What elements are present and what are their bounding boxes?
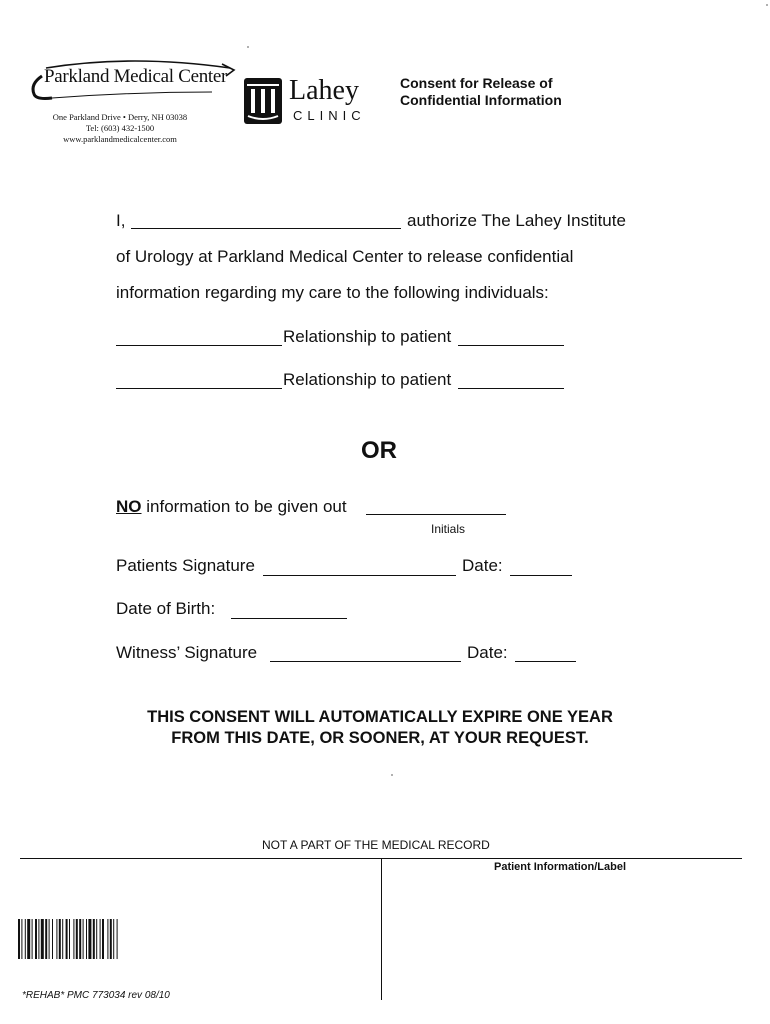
- patient-date-field[interactable]: [510, 575, 572, 576]
- barcode-bar: [21, 919, 22, 959]
- patient-signature-label: Patients Signature: [116, 556, 255, 575]
- barcode-bar: [83, 919, 84, 959]
- barcode-bar: [56, 919, 57, 959]
- recipient-1-relationship-field[interactable]: [458, 345, 564, 346]
- expiry-line-2: FROM THIS DATE, OR SOONER, AT YOUR REQUEST.: [171, 729, 589, 747]
- barcode-bar: [35, 919, 37, 959]
- barcode-bar: [93, 919, 95, 959]
- parkland-phone: Tel: (603) 432-1500: [85, 123, 155, 133]
- barcode-bar: [76, 919, 78, 959]
- recipient-1-name-field[interactable]: [116, 345, 282, 346]
- or-separator: OR: [361, 437, 397, 464]
- patient-name-field[interactable]: [131, 228, 401, 229]
- no-info-statement: [116, 497, 347, 517]
- barcode-bar: [27, 919, 30, 959]
- barcode-bar: [49, 919, 50, 959]
- title-line-2: Confidential Information: [400, 92, 562, 108]
- intro-line-3: information regarding my care to the following individuals:: [116, 283, 549, 302]
- patient-signature-field[interactable]: [263, 575, 456, 576]
- barcode-bar: [25, 919, 26, 959]
- not-part-of-record: NOT A PART OF THE MEDICAL RECORD: [262, 838, 490, 852]
- parkland-address: One Parkland Drive • Derry, NH 03038: [52, 112, 188, 122]
- barcode-bar: [113, 919, 114, 959]
- barcode-image: [18, 919, 160, 959]
- initials-field[interactable]: [366, 514, 506, 515]
- barcode-bar: [117, 919, 118, 959]
- barcode-bar: [102, 919, 104, 959]
- parkland-website: www.parklandmedicalcenter.com: [63, 134, 177, 144]
- barcode-bar: [32, 919, 33, 959]
- intro-suffix: authorize The Lahey Institute: [407, 211, 626, 230]
- barcode-bar: [110, 919, 112, 959]
- no-word: NO: [116, 497, 142, 516]
- barcode-bar: [88, 919, 91, 959]
- intro-prefix: I,: [116, 211, 126, 230]
- relationship-label-1: Relationship to patient: [283, 327, 452, 346]
- initials-label: Initials: [431, 522, 466, 536]
- barcode-bar: [41, 919, 44, 959]
- barcode-bar: [66, 919, 68, 959]
- document-title: [400, 75, 562, 109]
- barcode-bar: [107, 919, 108, 959]
- form-code: *REHAB* PMC 773034 rev 08/10: [22, 990, 170, 1001]
- no-info-label: information to be given out: [146, 497, 347, 516]
- barcode-bar: [18, 919, 20, 959]
- scan-speck: [766, 4, 768, 6]
- recipient-2-name-field[interactable]: [116, 388, 282, 389]
- intro-line-2: of Urology at Parkland Medical Center to release confidential: [116, 247, 574, 266]
- scan-speck: [247, 46, 249, 48]
- witness-date-field[interactable]: [515, 661, 576, 662]
- witness-date-label: Date:: [467, 643, 508, 662]
- parkland-name: Parkland Medical Center: [44, 66, 228, 87]
- expiry-notice: [60, 707, 700, 749]
- lahey-subtitle: CLINIC: [293, 108, 366, 123]
- barcode-bar: [100, 919, 101, 959]
- barcode-bar: [86, 919, 87, 959]
- scan-speck: [391, 774, 393, 776]
- barcode-bar: [52, 919, 53, 959]
- witness-signature-field[interactable]: [270, 661, 461, 662]
- barcode-bar: [96, 919, 97, 959]
- barcode-bar: [69, 919, 70, 959]
- witness-signature-label: Witness’ Signature: [116, 643, 258, 662]
- title-line-1: Consent for Release of: [400, 75, 553, 91]
- footer-vertical-divider: [381, 858, 382, 1000]
- barcode-bar: [62, 919, 63, 959]
- barcode-bar: [45, 919, 47, 959]
- recipient-2-relationship-field[interactable]: [458, 388, 564, 389]
- patient-label-heading: Patient Information/Label: [494, 861, 627, 873]
- lahey-logo-icon: [244, 78, 282, 124]
- barcode-bar: [73, 919, 74, 959]
- expiry-line-1: THIS CONSENT WILL AUTOMATICALLY EXPIRE ONE YEAR: [147, 708, 613, 726]
- lahey-name: Lahey: [289, 75, 359, 106]
- barcode-bar: [59, 919, 61, 959]
- barcode-bar: [79, 919, 81, 959]
- patient-date-label: Date:: [462, 556, 503, 575]
- dob-field[interactable]: [231, 618, 347, 619]
- relationship-label-2: Relationship to patient: [283, 370, 452, 389]
- dob-label: Date of Birth:: [116, 599, 216, 618]
- barcode-bar: [38, 919, 39, 959]
